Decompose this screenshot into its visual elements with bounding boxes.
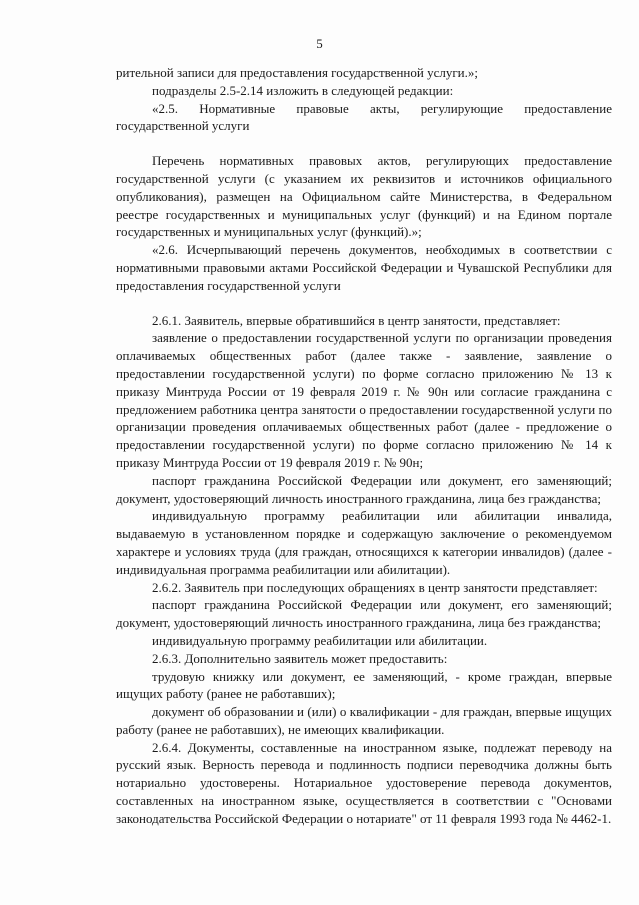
paragraph: 2.6.3. Дополнительно заявитель может предоставить: xyxy=(152,650,448,666)
paragraph: Перечень нормативных правовых актов, регулирующих предоставление государственной услуги (с указанием их реквизитов и источников официального опубликования), размещен на Официальном сайте Министерства, в Федеральном реестре государственных и муниципальных услуг (функций) и на Едином портале государственных и муниципальных услуг (функций).»; xyxy=(116,153,612,240)
paragraph: 2.6.1. Заявитель, впервые обратившийся в центр занятости, представляет: xyxy=(152,312,561,328)
paragraph: паспорт гражданина Российской Федерации или документ, его заменяющий; документ, удостоверяющий личность иностранного гражданина, лица без гражданства; xyxy=(116,472,612,506)
paragraph: подразделы 2.5-2.14 изложить в следующей редакции: xyxy=(152,82,454,98)
paragraph: трудовую книжку или документ, ее заменяющий, - кроме граждан, впервые ищущих работу (ранее не работавших); xyxy=(116,668,612,702)
paragraph: 2.6.4. Документы, составленные на иностранном языке, подлежат переводу на русский язык. Верность перевода и подлинность подписи переводчика должны быть нотариально удостоверены. Нотариальное удостоверение перевода документов, составленных на иностранном языке, осуществляется в соответствии с "Основами законодательства Российской Федерации о нотариате" от 11 февраля 1993 года № 4462-1. xyxy=(116,739,612,826)
paragraph: 2.6.2. Заявитель при последующих обращениях в центр занятости представляет: xyxy=(152,579,598,595)
paragraph: паспорт гражданина Российской Федерации или документ, его заменяющий; документ, удостоверяющий личность иностранного гражданина, лица без гражданства; xyxy=(116,597,612,631)
paragraph: документ об образовании и (или) о квалификации - для граждан, впервые ищущих работу (ранее не работавших), не имеющих квалификации. xyxy=(116,704,612,737)
page-number: 5 xyxy=(316,36,323,51)
section-heading: «2.6. Исчерпывающий перечень документов, необходимых в соответствии с нормативными правовыми актами Российской Федерации и Чувашской Республики для предоставления государственной услуги xyxy=(116,242,612,293)
paragraph: индивидуальную программу реабилитации или абилитации. xyxy=(152,632,488,648)
paragraph: индивидуальную программу реабилитации или абилитации инвалида, выдаваемую в установленном порядке и содержащую заключение о рекомендуемом характере и условиях труда (для граждан, относящихся к категории инвалидов) (далее - индивидуальная программа реабилитации или абилитации). xyxy=(116,508,612,577)
paragraph: заявление о предоставлении государственной услуги по организации проведения оплачиваемых общественных работ (далее также - заявление, заявление о предоставлении государственной услуги) по форме согласно приложению № 13 к приказу Минтруда России от 19 февраля 2019 г. № 90н или согласие гражданина с предложением работника центра занятости о предоставлении государственной услуги по организации проведения оплачиваемых общественных работ (далее - предложение о предоставлении государственной услуги) по форме согласно приложению № 14 к приказу Минтруда России от 19 февраля 2019 г. № 90н; xyxy=(116,330,612,470)
section-heading: «2.5. Нормативные правовые акты, регулирующие предоставление государственной услуги xyxy=(116,100,612,134)
document-body xyxy=(116,64,612,828)
paragraph: рительной записи для предоставления государственной услуги.»; xyxy=(116,65,478,80)
